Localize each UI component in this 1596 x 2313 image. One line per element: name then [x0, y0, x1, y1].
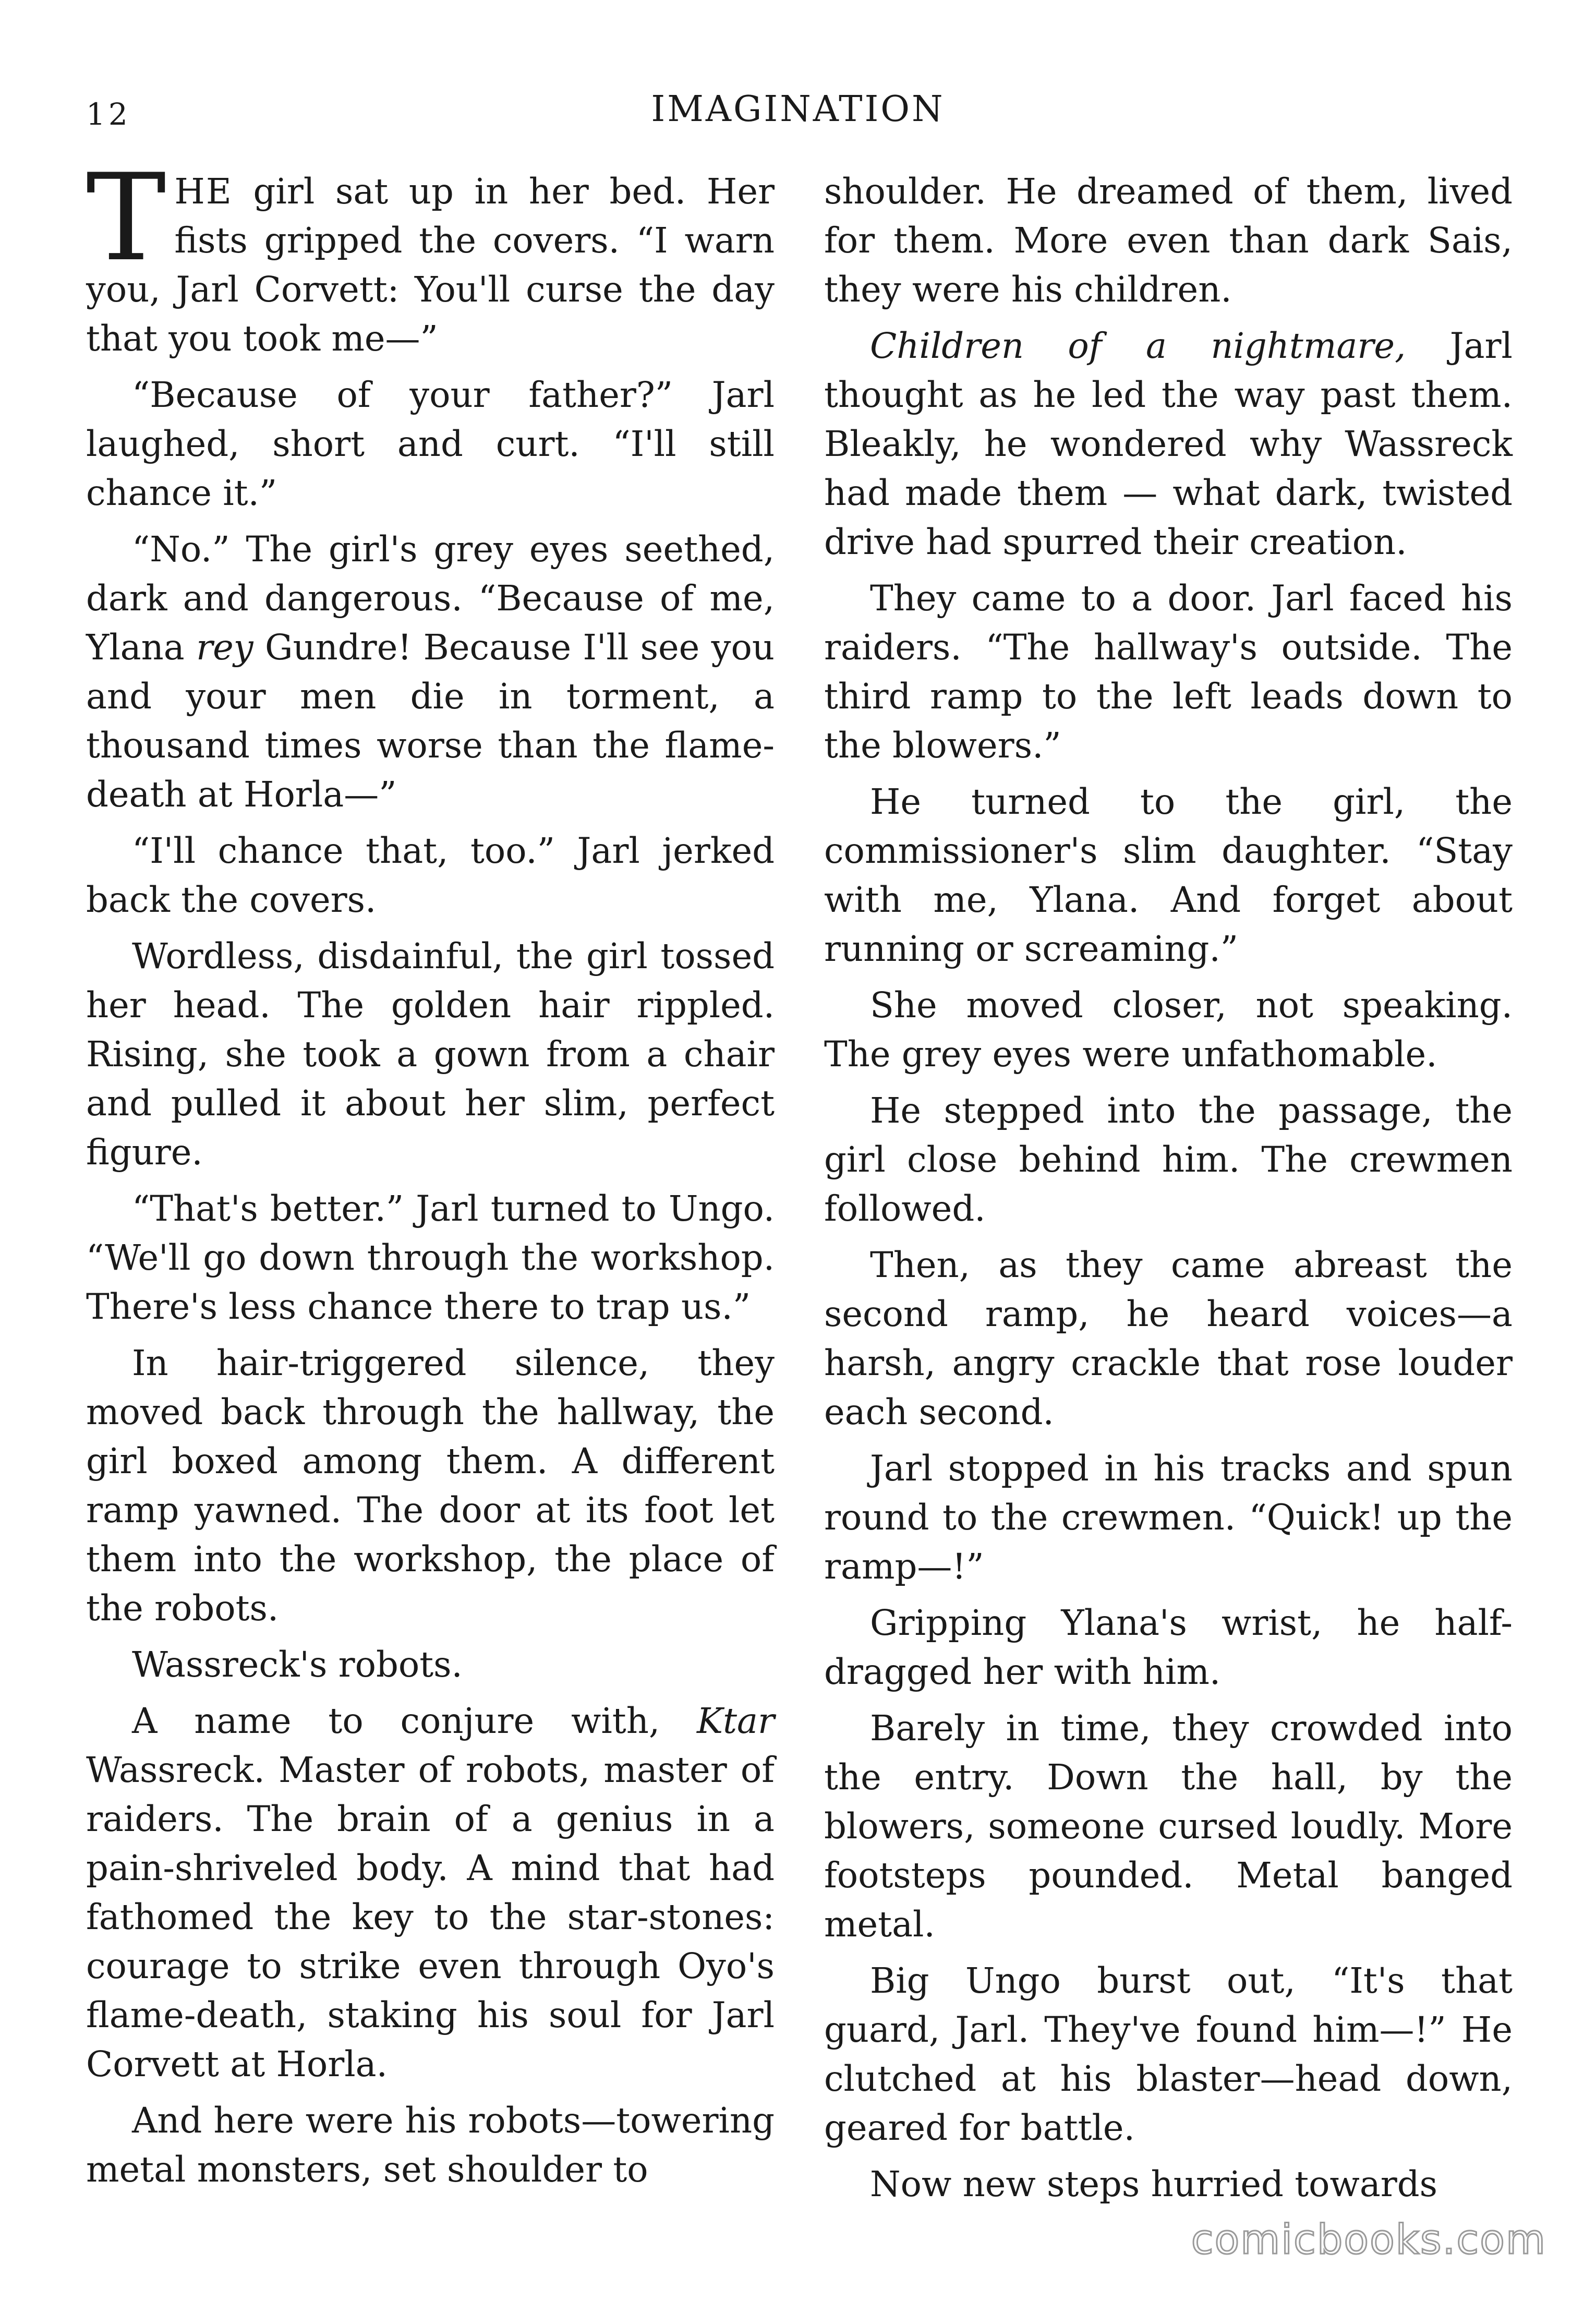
paragraph: She moved closer, not speaking. The grey eyes were unfathomable.: [824, 985, 1513, 1075]
paragraph: Big Ungo burst out, “It's that guard, Jarl. They've found him—!” He clutched at his blaster—head down, geared for battle.: [824, 1960, 1513, 2148]
paragraph: They came to a door. Jarl faced his raiders. “The hallway's outside. The third ramp to the left leads down to the blowers.”: [824, 578, 1513, 766]
magazine-title: IMAGINATION: [651, 89, 945, 130]
opening-caps: HE: [174, 171, 233, 212]
paragraph-text: Jarl thought as he led the way past them. Bleakly, he wondered why Wassreck had made them — what dark, twisted drive had spurred their creation.: [824, 326, 1513, 562]
paragraph: [86, 525, 775, 819]
paragraph: In hair-triggered silence, they moved back through the hallway, the girl boxed among them. A different ramp yawned. The door at its foot let them into the workshop, the place of the robots.: [86, 1343, 775, 1629]
italic-text: Ktar: [697, 1701, 775, 1741]
running-head: [86, 89, 1510, 141]
paragraph: Then, as they came abreast the second ramp, he heard voices—a harsh, angry crackle that rose louder each second.: [824, 1245, 1513, 1432]
paragraph: [86, 1696, 775, 2089]
paragraph-text: Wassreck. Master of robots, master of raiders. The brain of a genius in a pain-shriveled body. A mind that had fathomed the key to the star-stones: courage to strike even through Oyo's flame-death, staking his soul for Jarl Corvett at Horla.: [86, 1750, 775, 2085]
paragraph: Barely in time, they crowded into the entry. Down the hall, by the blowers, someone cursed loudly. More footsteps pounded. Metal banged metal.: [824, 1708, 1513, 1945]
paragraph: Wassreck's robots.: [132, 1644, 463, 1685]
paragraph: “I'll chance that, too.” Jarl jerked back the covers.: [86, 830, 775, 920]
paragraph-text: girl sat up in her bed. Her fists gripped the covers. “I warn you, Jarl Corvett: You'll curse the day that you took me—”: [86, 171, 775, 359]
left-column: [86, 149, 775, 2201]
page-number: 12: [86, 97, 131, 132]
paragraph: [86, 149, 775, 363]
paragraph-text: “No.” The girl's grey eyes seethed, dark and dangerous. “Because of me, Ylana: [86, 529, 775, 668]
paragraph: Gripping Ylana's wrist, he half-dragged her with him.: [824, 1603, 1513, 1692]
right-column: [824, 167, 1513, 2216]
paragraph: [824, 321, 1513, 567]
paragraph: shoulder. He dreamed of them, lived for them. More even than dark Sais, they were his children.: [824, 171, 1513, 310]
paragraph: He turned to the girl, the commissioner's slim daughter. “Stay with me, Ylana. And forget about running or screaming.”: [824, 781, 1513, 969]
paragraph: Jarl stopped in his tracks and spun round to the crewmen. “Quick! up the ramp—!”: [824, 1448, 1513, 1587]
paragraph: Wordless, disdainful, the girl tossed her head. The golden hair rippled. Rising, she took a gown from a chair and pulled it about her slim, perfect figure.: [86, 936, 775, 1173]
paragraph-text: A name to conjure with,: [132, 1701, 697, 1741]
paragraph: He stepped into the passage, the girl close behind him. The crewmen followed.: [824, 1090, 1513, 1229]
drop-cap: T: [86, 149, 166, 288]
watermark: comicbooks.com: [1191, 2216, 1546, 2263]
paragraph: “That's better.” Jarl turned to Ungo. “We'll go down through the workshop. There's less chance there to trap us.”: [86, 1188, 775, 1327]
paragraph: Now new steps hurried towards: [870, 2164, 1438, 2204]
italic-text: Children of a nightmare,: [870, 326, 1406, 366]
paragraph: “Because of your father?” Jarl laughed, short and curt. “I'll still chance it.”: [86, 375, 775, 513]
paragraph: And here were his robots—towering metal monsters, set shoulder to: [86, 2100, 775, 2190]
italic-text: rey: [196, 627, 253, 668]
paragraph-text: Gundre! Because I'll see you and your men die in torment, a thousand times worse than the flame-death at Horla—”: [86, 627, 775, 815]
